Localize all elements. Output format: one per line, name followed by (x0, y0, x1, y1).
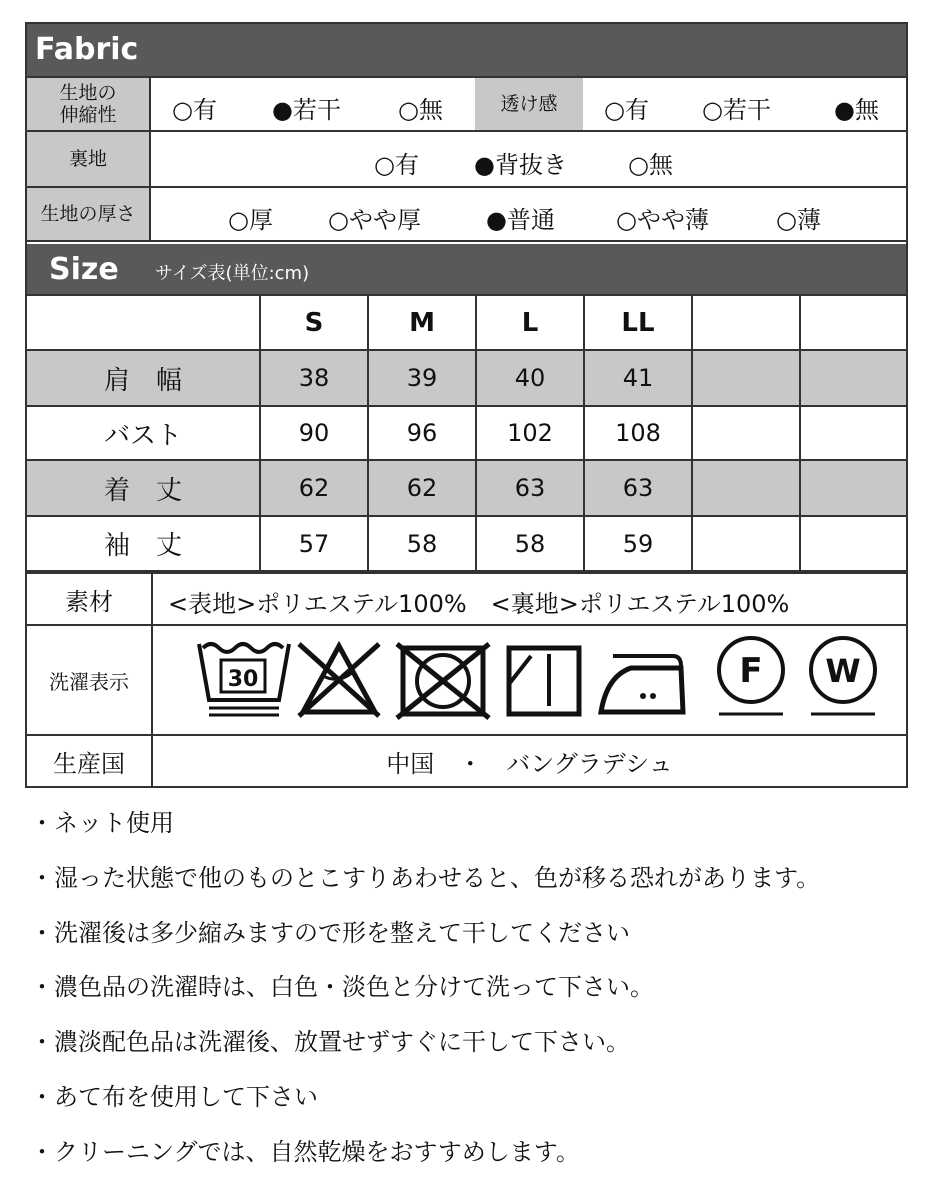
size-row-label: 肩 幅 (103, 365, 182, 396)
size-cell: 63 (622, 474, 654, 502)
care-note: ・濃淡配色品は洗濯後、放置せずすぐに干して下さい。 (30, 1028, 630, 1056)
material-label: 素材 (65, 587, 113, 616)
care-note: ・ネット使用 (30, 809, 174, 837)
size-cell: 62 (298, 474, 330, 502)
stretch-option: ○有 (172, 96, 217, 124)
sheer-option: ○若干 (702, 96, 771, 124)
no-tumble-dry-icon (397, 644, 489, 718)
fabric-header (27, 24, 906, 76)
care-note: ・クリーニングでは、自然乾燥をおすすめします。 (30, 1138, 580, 1166)
size-cell (801, 517, 906, 570)
size-cell: 40 (514, 364, 546, 392)
stretch-option: ●若干 (272, 96, 341, 124)
iron-low-icon (601, 656, 683, 712)
sheer-label: 透け感 (475, 78, 583, 130)
size-cell (801, 407, 906, 459)
line-dry-shade-icon (509, 648, 579, 714)
origin-value: 中国 ・ バングラデシュ (386, 749, 673, 778)
size-col-header: LL (621, 307, 655, 338)
size-col-header (801, 296, 906, 349)
size-cell (801, 461, 906, 515)
size-row-label: 袖 丈 (103, 531, 182, 561)
size-cell: 59 (622, 529, 654, 558)
size-cell: 58 (514, 529, 546, 558)
care-note: ・濃色品の洗濯時は、白色・淡色と分けて洗って下さい。 (30, 973, 654, 1001)
sheer-option: ●無 (834, 96, 879, 124)
size-cell: 108 (615, 419, 661, 447)
svg-text:F: F (739, 651, 763, 691)
thickness-option: ○薄 (776, 206, 821, 234)
size-cell (693, 407, 799, 459)
lining-option: ○有 (374, 151, 419, 179)
origin-label: 生産国 (53, 749, 125, 778)
thickness-option: ○やや薄 (616, 206, 709, 234)
stretch-option: ○無 (398, 96, 443, 124)
care-label: 洗濯表示 (49, 669, 129, 694)
dry-clean-f-icon (719, 638, 783, 714)
thickness-option: ○厚 (228, 206, 273, 234)
size-cell: 41 (622, 364, 654, 392)
care-icons (153, 626, 906, 734)
size-cell (801, 351, 906, 405)
fabric-title: Fabric (35, 32, 139, 67)
size-col-header: M (409, 307, 435, 338)
size-col-header (693, 296, 799, 349)
size-cell: 96 (406, 419, 438, 447)
thickness-option: ●普通 (486, 206, 555, 234)
size-col-header: L (521, 307, 539, 338)
lining-label: 裏地 (27, 132, 149, 186)
size-title: Size (49, 252, 119, 287)
wash-30-gentle-icon (199, 644, 289, 715)
size-cell: 102 (507, 419, 553, 447)
size-cell (693, 351, 799, 405)
size-cell: 38 (298, 364, 330, 392)
care-note: ・あて布を使用して下さい (30, 1083, 318, 1111)
size-cell: 39 (406, 364, 438, 392)
size-cell: 90 (298, 419, 330, 447)
sheer-option: ○有 (604, 96, 649, 124)
lining-option: ○無 (628, 151, 673, 179)
no-bleach-icon (299, 644, 379, 716)
size-cell: 58 (406, 529, 438, 558)
size-row-label: 着 丈 (103, 475, 182, 506)
size-subtitle: サイズ表(単位:cm) (155, 263, 310, 284)
size-cell (693, 461, 799, 515)
svg-text:W: W (825, 652, 861, 690)
size-cell: 57 (298, 529, 330, 558)
size-col-header: S (304, 307, 324, 338)
size-header (27, 244, 906, 294)
size-cell: 63 (514, 474, 546, 502)
care-note: ・洗濯後は多少縮みますので形を整えて干してください (30, 919, 630, 947)
svg-text:30: 30 (227, 667, 259, 692)
thickness-label: 生地の厚さ (27, 188, 149, 240)
care-note: ・湿った状態で他のものとこすりあわせると、色が移る恐れがあります。 (30, 864, 821, 892)
wet-clean-w-icon (811, 638, 875, 714)
size-cell: 62 (406, 474, 438, 502)
size-row-label: バスト (103, 420, 182, 451)
size-cell (693, 517, 799, 570)
stretch-label: 生地の 伸縮性 (27, 78, 149, 130)
thickness-option: ○やや厚 (328, 206, 421, 234)
lining-option: ●背抜き (474, 151, 567, 179)
material-value: <表地>ポリエステル100% <裏地>ポリエステル100% (168, 590, 790, 618)
